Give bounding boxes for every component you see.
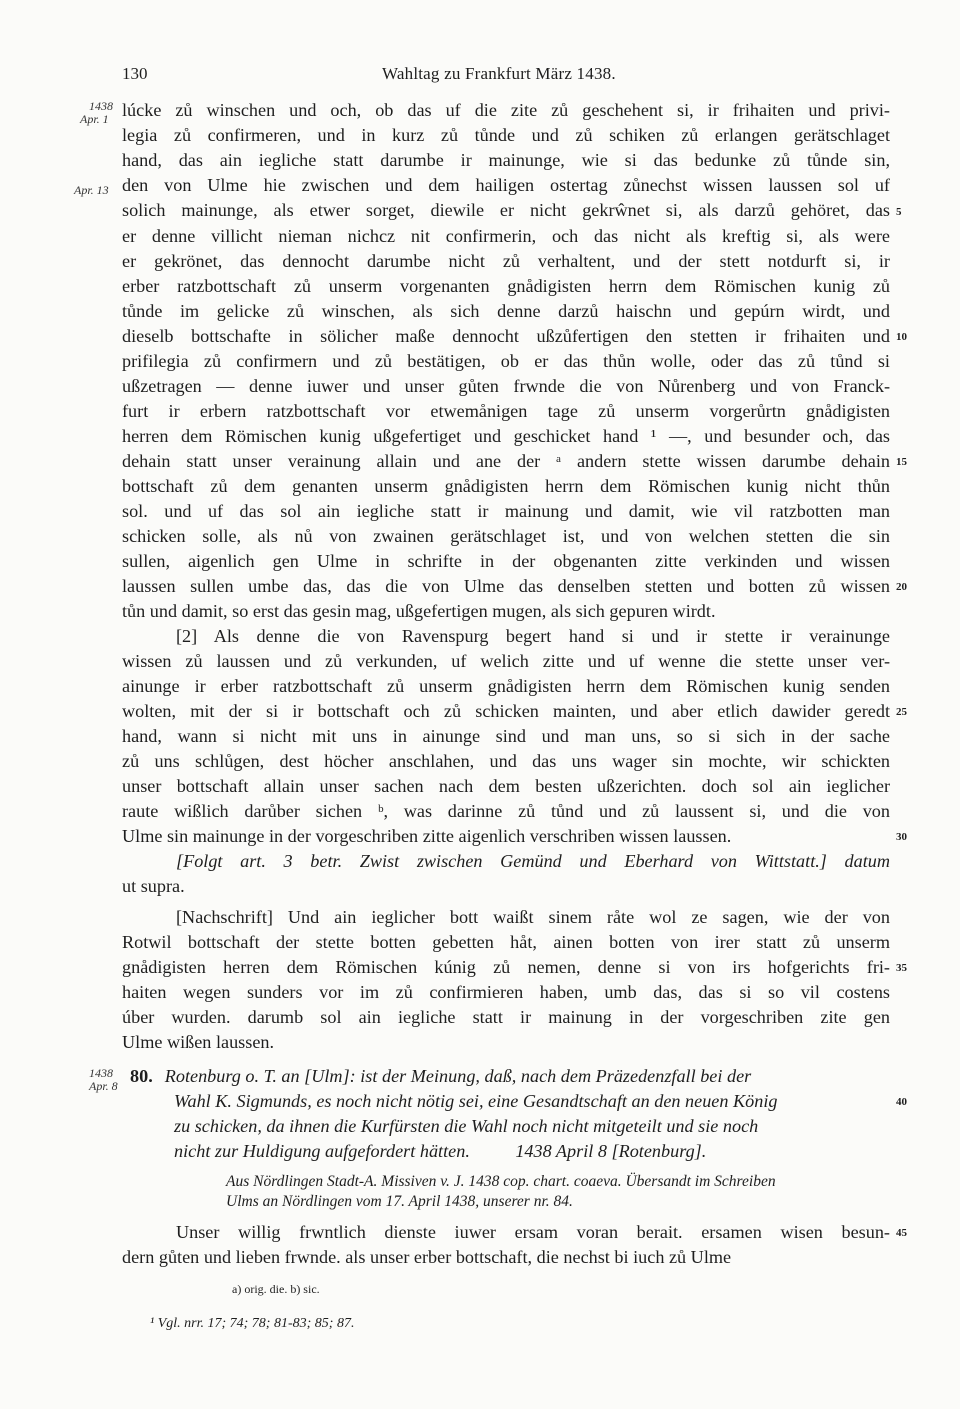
- doc80-number: 80.: [130, 1066, 153, 1086]
- margin-date: Apr. 13: [74, 183, 109, 197]
- line-number: 30: [896, 831, 907, 843]
- text-line: tůn und damit, so erst das gesin mag, ußgefertigen mugen, als sich gepuren wirdt.: [122, 601, 716, 621]
- page-number: 130: [122, 64, 148, 83]
- doc80-source: Aus Nördlingen Stadt-A. Missiven v. J. 1438 cop. chart. coaeva. Übersandt im Schreiben: [226, 1173, 776, 1190]
- line-number: 10: [896, 331, 907, 343]
- text-line: laussen sullen umbe das, das die von Ulme das denselben stetten und botten zů wissen: [122, 576, 890, 596]
- margin-date-day: Apr. 8: [89, 1079, 118, 1093]
- text-line: furt ir erbern ratzbottschaft vor etwemånigen tage zů unserm vorgerůrtn gnådigisten: [122, 401, 890, 421]
- text-line: wolten, mit der si ir bottschaft och zů schicken mainten, und aber etlich dawider geredt: [122, 701, 890, 721]
- text-line: erber ratzbottschaft zů unserm vorgenanten gnådigisten herrn dem Römischen kunig zů: [122, 276, 890, 296]
- margin-date-day: Apr. 1: [80, 112, 109, 126]
- critical-apparatus: a) orig. die. b) sic.: [232, 1282, 320, 1296]
- text-line: prifilegia zů confirmern und zů bestätigen, ob er das thůn wolle, oder das zů tůnd si: [122, 351, 890, 371]
- line-number: 20: [896, 581, 907, 593]
- text-line: solich mainunge, als etwer sorget, diewile er nicht gekrŵnet si, als darzů gehöret, das: [122, 200, 890, 220]
- text-line: tůnde im gelicke zů winschen, als sich denne darzů haischn und gepúrn wirdt, und: [122, 301, 890, 321]
- margin-date-year: 1438: [89, 1066, 113, 1080]
- text-line: úber wurden. darumb sol ain iegliche statt ir mainung in der vorgeschriben zite gen: [122, 1007, 890, 1027]
- doc80-text-line: dern gůten und lieben frwnde. als unser erber bottschaft, die nechst bi iuch zů Ulme: [122, 1247, 732, 1267]
- text-line: sol. und uf das sol ain iegliche statt ir mainung und damit, wie vil ratzbotten man: [122, 501, 890, 521]
- text-line: den von Ulme hie zwischen und dem hailigen ostertag zůnechst wissen laussen sol uf: [122, 175, 890, 195]
- running-header: [122, 64, 890, 84]
- line-number: 40: [896, 1096, 907, 1108]
- text-line: dehain statt unser verainung allain und ane der ᵃ andern stette wissen darumbe dehain: [122, 451, 890, 471]
- text-line: Rotwil bottschaft der stette botten gebetten håt, ainen botten von irer statt zů unserm: [122, 932, 890, 952]
- text-line: wissen zů laussen und zů verkunden, uf welich zitte und uf wenne die stette unser ver-: [122, 651, 890, 671]
- doc80-source: Ulms an Nördlingen vom 17. April 1438, unserer nr. 84.: [226, 1193, 573, 1210]
- text-line: zů uns schlůgen, dest höcher anschlahen, und das uns wager sin mochte, wir schickten: [122, 751, 890, 771]
- text-line: haiten wegen sunders vor im zů confirmieren haben, umb das, das si so vil costens: [122, 982, 890, 1002]
- postscript-line: [Nachschrift] Und ain ieglicher bott waißt sinem råte wol ze sagen, wie der von: [176, 907, 890, 927]
- text-line: unser bottschaft allain unser sachen nach dem besten ußzerichten. doch sol ain ieglicher: [122, 776, 890, 796]
- line-number: 45: [896, 1227, 907, 1239]
- doc80-title-line: zu schicken, da ihnen die Kurfürsten die Wahl noch nicht mitgeteilt und sie noch: [174, 1116, 759, 1136]
- text-line: hand, das ain iegliche statt darumbe ir mainunge, wie si das bedunke zů tůnde sin,: [122, 150, 890, 170]
- text-line: [2] Als denne die von Ravenspurg begert hand si und ir stette ir verainunge: [176, 626, 890, 646]
- editorial-note: [Folgt art. 3 betr. Zwist zwischen Gemünd und Eberhard von Wittstatt.] datum: [176, 851, 890, 871]
- text-line: hand, wann si nicht mit uns in ainunge sind und man uns, so si sich in der sache: [122, 726, 890, 746]
- footnote: ¹ Vgl. nrr. 17; 74; 78; 81-83; 85; 87.: [150, 1316, 355, 1331]
- running-title: Wahltag zu Frankfurt März 1438.: [382, 64, 616, 83]
- text-line: dieselb bottschafte in sölicher maße dennocht ußzůfertigen den stetten ir frihaiten und: [122, 326, 890, 346]
- text-line: ußzetragen — denne iuwer und unser gůten frwnde die von Nůrenberg und von Franck-: [122, 376, 890, 396]
- doc80-title-line: Wahl K. Sigmunds, es noch nicht nötig sei, eine Gesandtschaft an den neuen König: [174, 1091, 778, 1111]
- doc80-title-line: nicht zur Huldigung aufgefordert hätten. 1438 April 8 [Rotenburg].: [174, 1141, 707, 1161]
- text-line: ainunge ir erber ratzbottschaft zů unserm gnådigisten herrn dem Römischen kunig senden: [122, 676, 890, 696]
- text-line: herren dem Römischen kunig ußgefertiget und geschicket hand ¹ —, und besunder och, das: [122, 426, 890, 446]
- line-number: 5: [896, 206, 902, 218]
- text-line: er denne villicht nieman nichcz nit confirmerin, och das nicht als kreftig si, als were: [122, 226, 890, 246]
- text-line: sullen, aigenlich gen Ulme in schrifte in der obgenanten zitte verkinden und wissen: [122, 551, 890, 571]
- text-line: Ulme wißen laussen.: [122, 1032, 275, 1052]
- doc80-text-line: Unser willig frwntlich dienste iuwer ersam voran berait. ersamen wisen besun-: [176, 1222, 890, 1242]
- text-line: er gekrönet, das dennocht darumbe nicht zů verhaltent, und der stett notdurft si, ir: [122, 251, 890, 271]
- text-line: Ulme sin mainunge in der vorgeschriben zitte aigenlich verschriben wissen laussen.: [122, 826, 732, 846]
- doc80-title-text: Rotenburg o. T. an [Ulm]: ist der Meinung, daß, nach dem Präzedenzfall bei der: [164, 1066, 752, 1086]
- margin-date-year: 1438: [89, 99, 113, 113]
- text-line: legia zů confirmeren, und in kurz zů tůnde und zů schiken zů erlangen gerätschlaget: [122, 125, 890, 145]
- doc80-title-line: [130, 1064, 890, 1088]
- text-line: lúcke zů winschen und och, ob das uf die zite zů geschehent si, ir frihaiten und privi-: [122, 100, 890, 120]
- line-number: 35: [896, 962, 907, 974]
- text-line: schicken solle, als nů von zwainen gerätschlaget ist, und von welchen stetten die sin: [122, 526, 890, 546]
- line-number: 15: [896, 456, 907, 468]
- line-number: 25: [896, 706, 907, 718]
- text-line: gnådigisten herren dem Römischen kúnig zů nemen, denne si von irs hofgerichts fri-: [122, 957, 890, 977]
- text-line: ut supra.: [122, 876, 185, 896]
- text-line: bottschaft zů dem genanten unserm gnådigisten herrn dem Römischen kunig nicht thůn: [122, 476, 890, 496]
- text-line: raute wißlich darůber sichen ᵇ, was darinne zů tůnd und zů laussent si, und die von: [122, 801, 890, 821]
